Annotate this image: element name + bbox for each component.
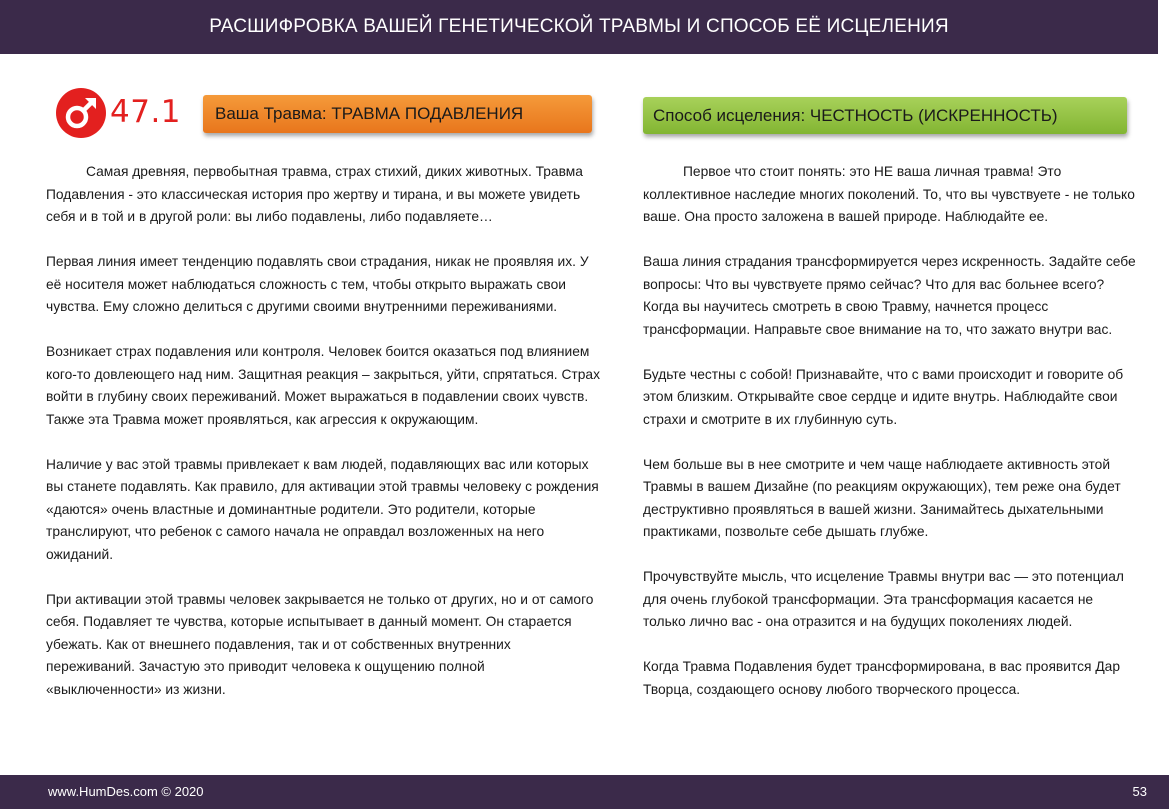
gate-number: 47.1 (110, 94, 182, 130)
paragraph: Ваша линия страдания трансформируется через искренность. Задайте себе вопросы: Что вы чувствуете прямо сейчас? Что для вас больнее всего? Когда вы научитесь смотреть в свою Травму, начнется процесс трансформации. Направьте свое внимание на то, что зажато внутри вас. (643, 254, 1136, 337)
healing-description-column (643, 161, 1139, 724)
healing-heading-box (643, 97, 1127, 134)
page-number: 53 (1132, 784, 1147, 799)
healing-label: Способ исцеления: ЧЕСТНОСТЬ (ИСКРЕННОСТЬ) (653, 105, 1058, 125)
paragraph: Наличие у вас этой травмы привлекает к вам людей, подавляющих вас или которых вы станете подавлять. Как правило, для активации этой травмы человеку с рождения «даются» очень властные и доминантные родители. Это родители, которые транслируют, что ребенок с самого начала не оправдал возложенных на него ожиданий. (46, 456, 599, 562)
footer-site: www.HumDes.com © 2020 (48, 784, 204, 799)
paragraph: Будьте честны с собой! Признавайте, что с вами происходит и говорите об этом близким. Открывайте свое сердце и идите внутрь. Наблюдайте свои страхи и смотрите в их глубинную суть. (643, 366, 1124, 427)
page-title: РАСШИФРОВКА ВАШЕЙ ГЕНЕТИЧЕСКОЙ ТРАВМЫ И СПОСОБ ЕЁ ИСЦЕЛЕНИЯ (209, 16, 949, 37)
male-symbol-icon (56, 88, 106, 138)
paragraph: Первая линия имеет тенденцию подавлять свои страдания, никак не проявляя их. У её носителя может наблюдаться сложность с тем, чтобы открыто выражать свои чувства. Ему сложно делиться с другими своими внутренними переживаниями. (46, 254, 589, 314)
paragraph: Возникает страх подавления или контроля. Человек боится оказаться под влиянием кого-то довлеющего над ним. Защитная реакция – закрыться, уйти, спрятаться. Страх войти в глубину своих переживаний. Может выражаться в подавлении своих чувств. Также эта Травма может проявляться, как агрессия к окружающим. (46, 344, 600, 427)
paragraph: Первое что стоит понять: это НЕ ваша личная травма! Это коллективное наследие многих поколений. То, что вы чувствуете - не только ваше. Она просто заложена в вашей природе. Наблюдайте ее. (643, 164, 1135, 224)
paragraph: При активации этой травмы человек закрывается не только от других, но и от самого себя. Подавляет те чувства, которые испытывает в данный момент. Он старается убежать. Как от внешнего подавления, так и от собственных внутренних переживаний. Зачастую это приводит человека к ощущению полной «выключенности» из жизни. (46, 591, 594, 697)
paragraph: Самая древняя, первобытная травма, страх стихий, диких животных. Травма Подавления - это классическая история про жертву и тирана, и вы можете увидеть себя и в той и в другой роли: вы либо подавлены, либо подавляете… (46, 164, 583, 224)
trauma-description-column (46, 161, 602, 724)
right-edge-strip (1158, 0, 1169, 809)
trauma-label: Ваша Травма: ТРАВМА ПОДАВЛЕНИЯ (215, 104, 524, 123)
page-footer (0, 775, 1169, 809)
paragraph: Когда Травма Подавления будет трансформирована, в вас проявится Дар Творца, создающего основу любого творческого процесса. (643, 659, 1121, 697)
paragraph: Чем больше вы в нее смотрите и чем чаще наблюдаете активность этой Травмы в вашем Дизайне (по реакциям окружающих), тем реже она будет деструктивно проявляться в вашей жизни. Занимайтесь дыхательными практиками, позвольте себе дышать глубже. (643, 456, 1121, 539)
paragraph: Прочувствуйте мысль, что исцеление Травмы внутри вас — это потенциал для очень глубокой трансформации. Эта трансформация касается не только лично вас - она отразится и на будущих поколениях людей. (643, 569, 1124, 629)
trauma-heading-box (203, 95, 592, 133)
page-header (0, 0, 1158, 54)
